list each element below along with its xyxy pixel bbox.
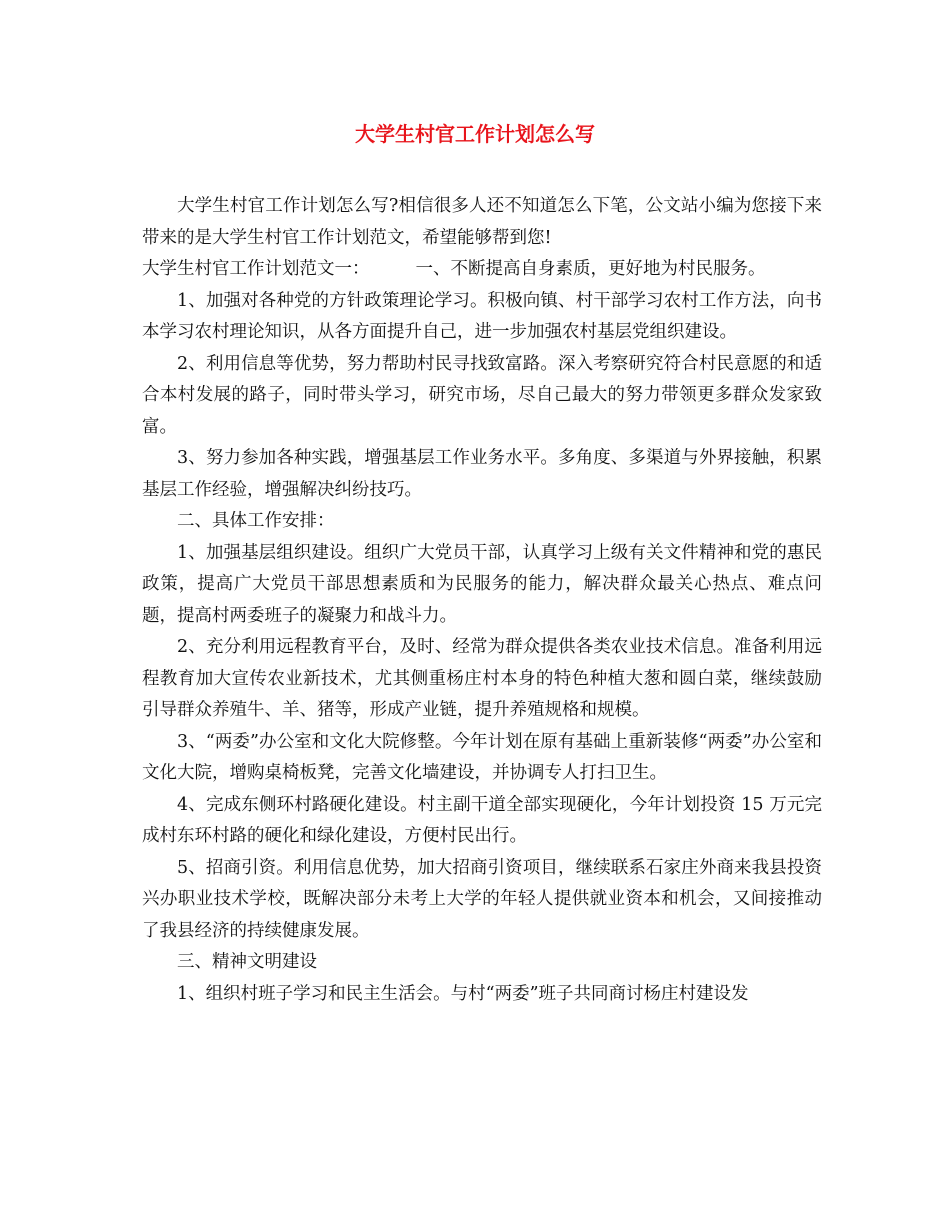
paragraph-4: 1、加强基层组织建设。组织广大党员干部，认真学习上级有关文件精神和党的惠民政策，提高广大党员干部思想素质和为民服务的能力，解决群众最关心热点、难点问题，提高村两委班子的凝聚力和战斗力。	[142, 542, 822, 626]
paragraph-8: 5、招商引资。利用信息优势，加大招商引资项目，继续联系石家庄外商来我县投资兴办职业技术学校，既解决部分未考上大学的年轻人提供就业资本和机会，又间接推动了我县经济的持续健康发展。	[142, 857, 822, 941]
paragraph-6: 3、“两委”办公室和文化大院修整。今年计划在原有基础上重新装修“两委”办公室和文化大院，增购桌椅板凳，完善文化墙建设，并协调专人打扫卫生。	[142, 731, 822, 783]
sample-line	[142, 254, 822, 286]
document-body	[142, 191, 822, 1010]
paragraph-7: 4、完成东侧环村路硬化建设。村主副干道全部实现硬化，今年计划投资 15 万元完成村东环村路的硬化和绿化建设，方便村民出行。	[142, 794, 822, 846]
section3-heading: 三、精神文明建设	[177, 952, 317, 972]
sample-label: 大学生村官工作计划范文一：	[142, 259, 370, 279]
paragraph-2: 2、利用信息等优势，努力帮助村民寻找致富路。深入考察研究符合村民意愿的和适合本村发展的路子，同时带头学习，研究市场，尽自己最大的努力带领更多群众发家致富。	[142, 353, 822, 437]
paragraph-5: 2、充分利用远程教育平台，及时、经常为群众提供各类农业技术信息。准备利用远程教育加大宣传农业新技术，尤其侧重杨庄村本身的特色种植大葱和圆白菜，继续鼓励引导群众养殖牛、羊、猪等，形成产业链，提升养殖规格和规模。	[142, 637, 822, 720]
paragraph-1: 1、加强对各种党的方针政策理论学习。积极向镇、村干部学习农村工作方法，向书本学习农村理论知识，从各方面提升自己，进一步加强农村基层党组织建设。	[142, 290, 822, 342]
section2-heading: 二、具体工作安排：	[177, 511, 335, 531]
section1-heading: 一、不断提高自身素质，更好地为村民服务。	[415, 259, 766, 279]
paragraph-9: 1、组织村班子学习和民主生活会。与村“两委”班子共同商讨杨庄村建设发	[177, 983, 749, 1004]
intro-paragraph: 大学生村官工作计划怎么写?相信很多人还不知道怎么下笔，公文站小编为您接下来带来的是大学生村官工作计划范文，希望能够帮到您!	[142, 196, 822, 248]
document-title: 大学生村官工作计划怎么写	[355, 122, 595, 146]
paragraph-3: 3、努力参加各种实践，增强基层工作业务水平。多角度、多渠道与外界接触，积累基层工作经验，增强解决纠纷技巧。	[142, 448, 822, 500]
